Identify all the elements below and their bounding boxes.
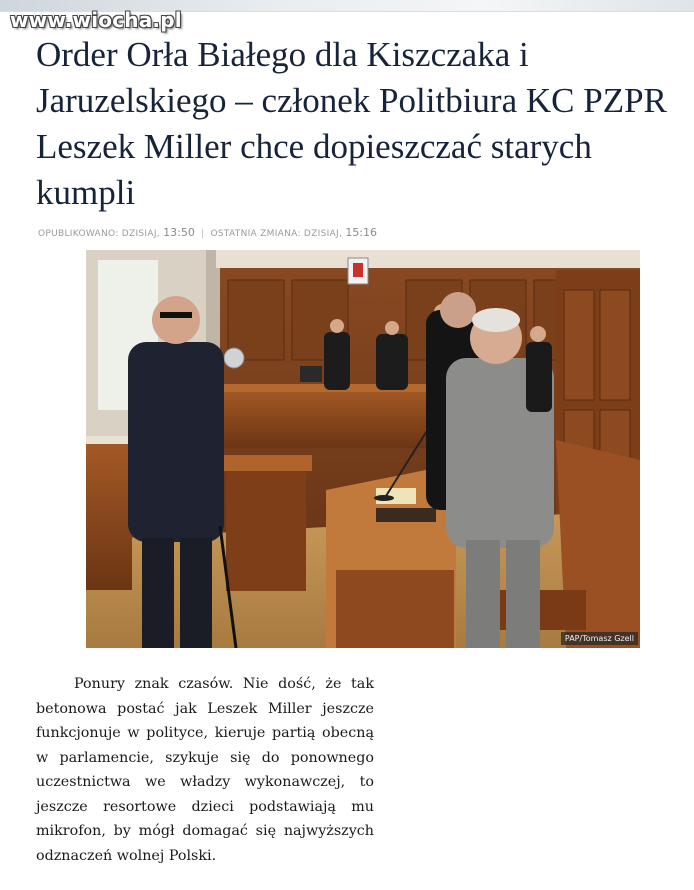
photo-credit: PAP/Tomasz Gzell — [561, 632, 638, 645]
site-watermark: www.wiocha.pl — [10, 8, 182, 32]
published-time: 13:50 — [163, 226, 195, 239]
courtroom-photo-illustration — [86, 250, 640, 648]
modified-label: OSTATNIA ZMIANA: DZISIAJ, — [210, 229, 343, 239]
meta-separator: | — [201, 229, 205, 239]
article-meta — [38, 226, 638, 239]
article-photo — [86, 250, 640, 648]
modified-time: 15:16 — [345, 226, 378, 239]
published-label: OPUBLIKOWANO: DZISIAJ, — [38, 229, 160, 239]
article-body: Ponury znak czasów. Nie dość, że tak betonowa postać jak Leszek Miller jeszcze funkcjonuje w polityce, kieruje partią obecną w parlamencie, szykuje się do ponownego uczestnictwa we władzy wykonawczej, to jeszcze resortowe dzieci podstawiają mu mikrofon, by mógł domagać się najwyższych odznaczeń wolnej Polski. — [36, 676, 374, 864]
article-title: Order Orła Białego dla Kiszczaka i Jaruzelskiego – członek Politbiura KC PZPR Leszek Miller chce dopieszczać starych kumpli — [36, 35, 667, 212]
